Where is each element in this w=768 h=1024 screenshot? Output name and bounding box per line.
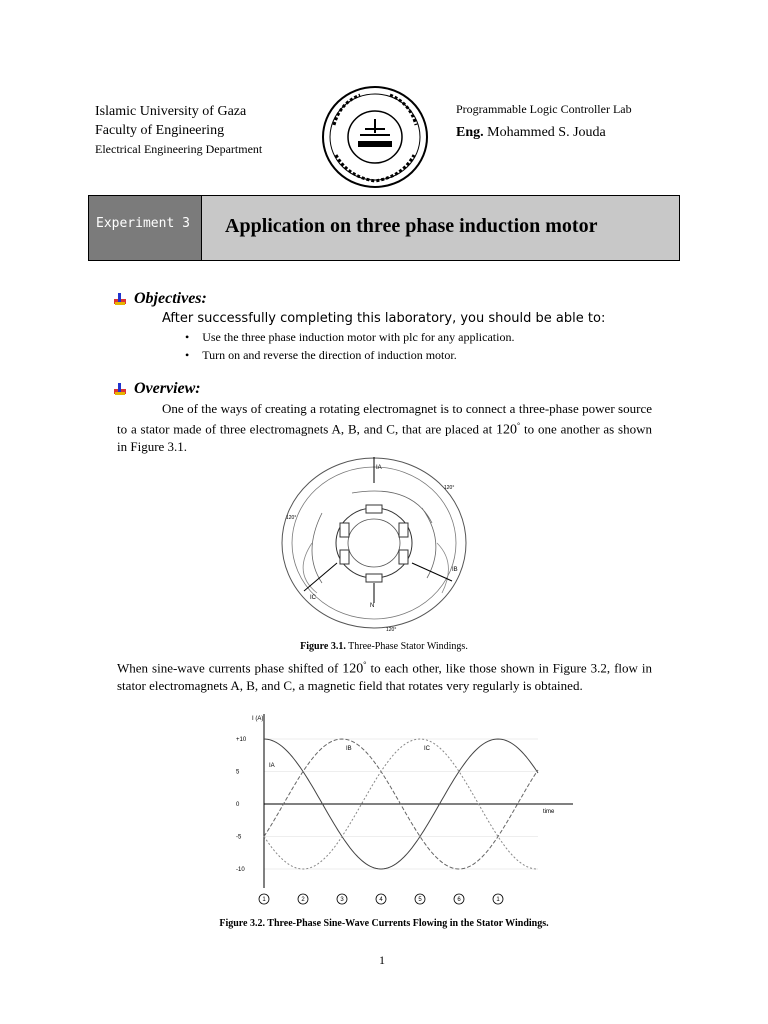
ib-label: IB (452, 567, 458, 573)
phase-marker-label: 3 (340, 897, 344, 903)
para1-text-a: One of the ways of creating a rotating electromagnet is to connect a three-phase power source to a stator made of three electromagnets A, B, and C, that are placed at (117, 401, 652, 437)
page-number: 1 (379, 953, 385, 967)
y-tick-label: +10 (236, 737, 247, 743)
overview-heading-text: Overview: (134, 380, 201, 397)
phase-marker-label: 2 (301, 897, 305, 903)
experiment-title: Application on three phase induction motor (202, 196, 679, 260)
objectives-intro: After successfully completing this laboratory, you should be able to: (162, 311, 606, 326)
instructor (456, 125, 632, 141)
para2-text-b: to each other, like those shown in Figure 3.2, flow in stator electromagnets A, B, and C, a magnetic field that rotates very regularly is obtained. (117, 660, 652, 694)
bullet-arrow-icon (112, 381, 128, 397)
y-axis-label: I (A) (252, 716, 264, 722)
series-label-ib: IB (346, 746, 352, 752)
angle-label: 120° (386, 627, 397, 633)
department-name: Electrical Engineering Department (95, 142, 263, 156)
phase-marker-label: 6 (457, 897, 461, 903)
university-logo (320, 85, 430, 190)
angle-label: 120° (444, 485, 455, 491)
para1-angle: 120 (496, 422, 518, 438)
para1-text-b: to one another as shown in Figure 3.1. (117, 421, 652, 455)
y-tick-label: 0 (236, 802, 240, 808)
phase-marker-label: 4 (379, 897, 383, 903)
bullet-arrow-icon (112, 291, 128, 307)
phase-marker-label: 1 (262, 897, 266, 903)
objective-2: Turn on and reverse the direction of induction motor. (202, 348, 457, 362)
figure-2-caption: Figure 3.2. Three-Phase Sine-Wave Currents Flowing in the Stator Windings. (219, 918, 549, 929)
objective-1: Use the three phase induction motor with plc for any application. (202, 330, 515, 344)
instructor-name: Mohammed S. Jouda (487, 125, 606, 140)
bullet-dot-icon: • (185, 330, 190, 344)
list-item (185, 330, 514, 345)
y-tick-label: 5 (236, 769, 240, 776)
course-name: Programmable Logic Controller Lab (456, 102, 632, 116)
objectives-heading (112, 290, 207, 308)
series-label-ia: IA (269, 763, 275, 769)
n-pole-label: N (370, 603, 375, 609)
eng-prefix: Eng. (456, 125, 484, 140)
overview-heading (112, 380, 201, 398)
y-tick-label: -5 (236, 834, 242, 841)
course-block (456, 102, 632, 141)
ia-label: IA (376, 465, 382, 471)
series-label-ic: IC (424, 746, 430, 752)
institution-name: Islamic University of Gaza (95, 104, 247, 119)
para2-angle: 120 (342, 661, 364, 677)
bullet-dot-icon: • (185, 348, 190, 362)
overview-paragraph-1: One of the ways of creating a rotating electromagnet is to connect a three-phase power source to a stator made of three electromagnets A, B, and C, that are placed at 120° to one another as shown in Figure 3.1. (117, 401, 652, 455)
objectives-heading-text: Objectives: (134, 290, 207, 307)
faculty-name: Faculty of Engineering (95, 123, 225, 138)
para2-text-a: When sine-wave currents phase shifted of (117, 660, 343, 676)
stator-windings-figure (262, 453, 507, 635)
three-phase-current-chart (228, 710, 578, 910)
list-item (185, 348, 457, 363)
experiment-banner (88, 195, 680, 261)
y-tick-label: -10 (236, 867, 245, 873)
figure-1-caption (0, 641, 768, 652)
overview-paragraph-2: When sine-wave currents phase shifted of 120° to each other, like those shown in Figure 3.2, flow in stator electromagnets A, B, and C, a magnetic field that rotates very regularly is obtained. (117, 660, 652, 694)
figure-1-caption-text: Three-Phase Stator Windings. (345, 641, 468, 652)
x-axis-label: time (543, 809, 555, 815)
phase-marker-label: 1 (496, 897, 500, 903)
angle-label: 120° (286, 515, 297, 521)
institution-block (95, 102, 262, 159)
experiment-number: Experiment 3 (89, 196, 202, 260)
figure-1-caption-number: Figure 3.1. (300, 641, 346, 652)
ic-label: IC (310, 595, 316, 601)
phase-marker-label: 5 (418, 897, 422, 903)
